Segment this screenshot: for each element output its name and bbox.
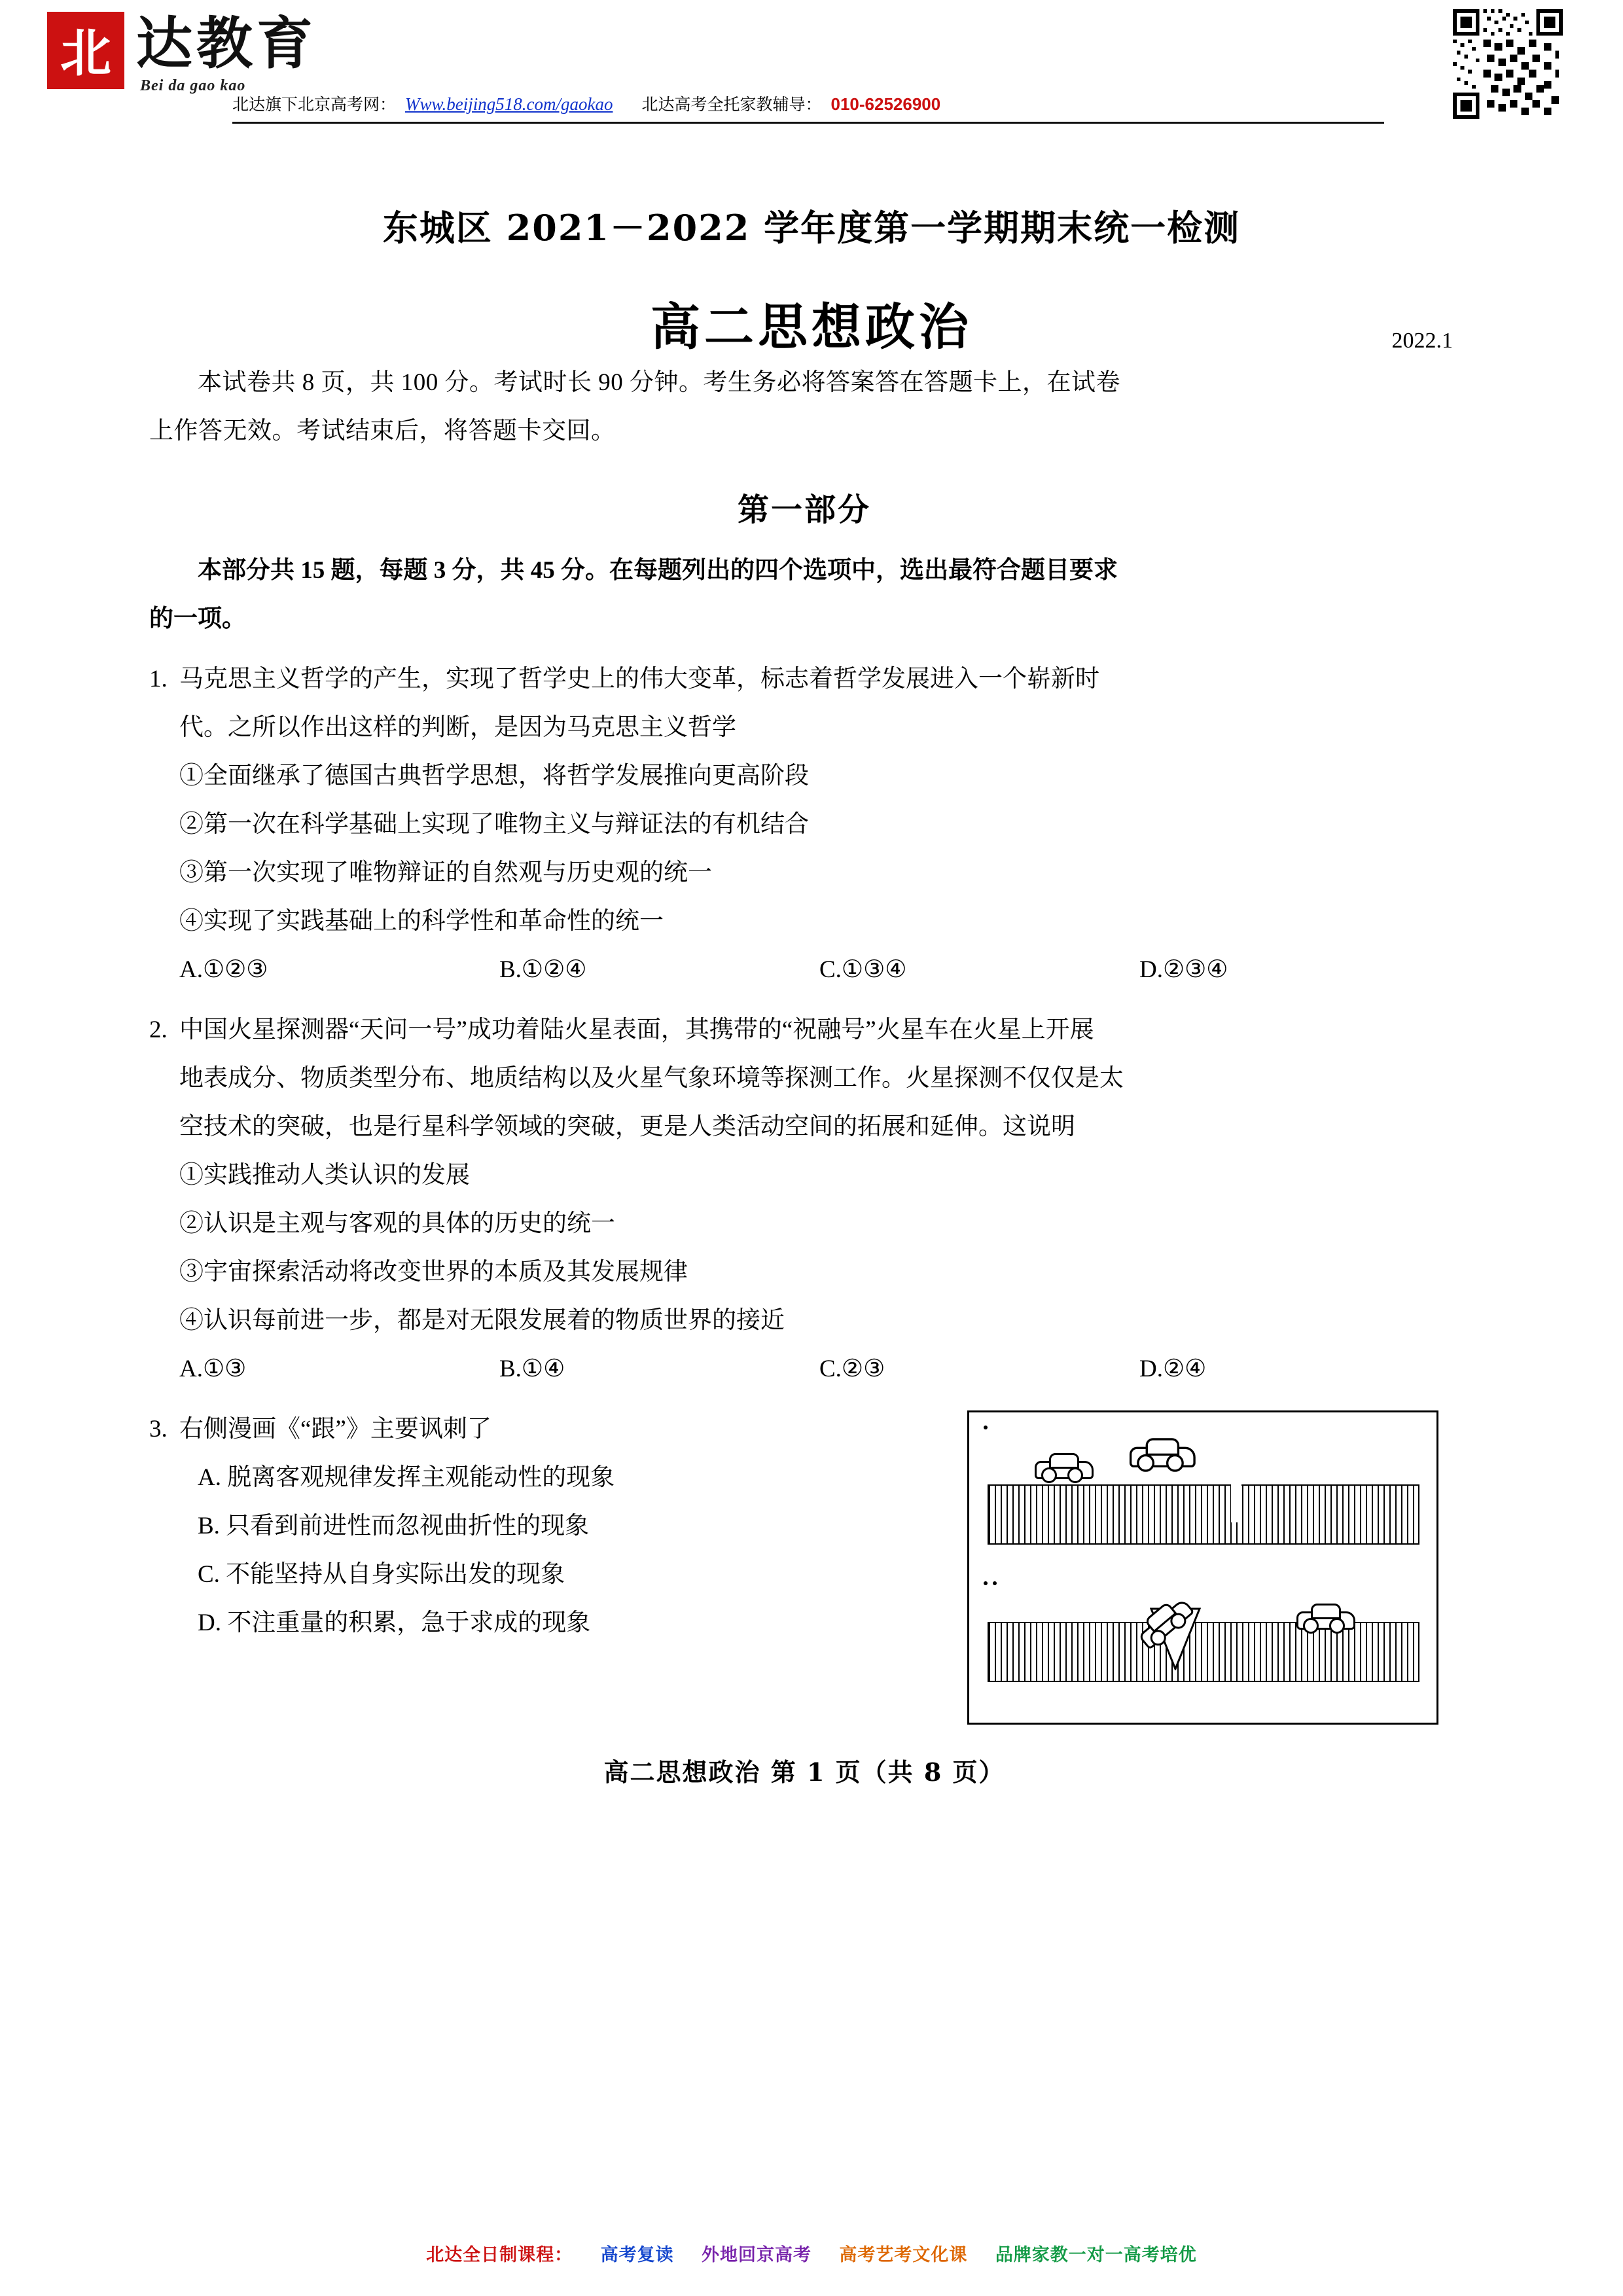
cartoon-car-2	[1130, 1438, 1191, 1472]
question-1-option-b[interactable]: B.①②④	[499, 956, 587, 983]
cartoon-car-4	[1296, 1604, 1351, 1634]
cartoon-dot-upper	[984, 1426, 988, 1429]
question-1-options	[149, 946, 1459, 994]
promo-footer	[0, 2240, 1623, 2266]
header-links	[232, 92, 1391, 115]
question-2-statement-2: ②认识是主观与客观的具体的历史的统一	[179, 1210, 615, 1237]
promo-item-3[interactable]: 高考艺考文化课	[839, 2245, 968, 2265]
promo-item-2[interactable]: 外地回京高考	[702, 2245, 812, 2265]
question-2-number: 2.	[149, 1016, 168, 1043]
instruction-line-2: 上作答无效。考试结束后，将答题卡交回。	[149, 418, 616, 444]
subject-title: 高二思想政治	[651, 298, 972, 356]
logo-pinyin: Bei da gao kao	[140, 77, 246, 94]
cartoon-car-1	[1035, 1453, 1090, 1483]
question-1	[149, 655, 1459, 994]
subject-row	[0, 287, 1623, 359]
question-2-stem-line-2: 地表成分、物质类型分布、地质结构以及火星气象环境等探测工作。火星探测不仅仅是太	[179, 1065, 1124, 1092]
phone-label: 北达高考全托家教辅导：	[641, 95, 822, 114]
question-1-stem-line-1	[149, 655, 1459, 704]
promo-item-4[interactable]: 品牌家教一对一高考培优	[995, 2245, 1197, 2265]
question-2-option-d[interactable]: D.②④	[1139, 1355, 1207, 1382]
exam-content	[0, 359, 1623, 1788]
question-1-statement-2: ②第一次在科学基础上实现了唯物主义与辩证法的有机结合	[179, 811, 809, 838]
question-1-stem-text-1: 马克思主义哲学的产生，实现了哲学史上的伟大变革，标志着哲学发展进入一个崭新时	[179, 666, 1099, 692]
page-header	[0, 0, 1623, 160]
qr-code-icon	[1453, 9, 1563, 119]
question-3	[149, 1405, 1459, 1725]
brand-logo	[47, 12, 317, 95]
question-2-options	[149, 1345, 1459, 1393]
question-3-number: 3.	[149, 1416, 168, 1443]
cartoon-dot-lower-2	[993, 1581, 997, 1585]
question-1-number: 1.	[149, 666, 168, 692]
question-3-option-c[interactable]: C. 不能坚持从自身实际出发的现象	[198, 1561, 565, 1588]
question-1-option-c[interactable]: C.①③④	[819, 956, 907, 983]
question-2-statement-1: ①实践推动人类认识的发展	[179, 1162, 470, 1189]
cartoon-gen-image	[967, 1410, 1438, 1725]
question-3-option-a[interactable]: A. 脱离客观规律发挥主观能动性的现象	[198, 1464, 615, 1491]
question-2-option-b[interactable]: B.①④	[499, 1355, 565, 1382]
question-2-stem-line-1	[149, 1006, 1459, 1054]
part-one-note-line-1: 本部分共 15 题，每题 3 分，共 45 分。在每题列出的四个选项中，选出最符合题目要求	[198, 557, 1118, 584]
instruction-line-1: 本试卷共 8 页，共 100 分。考试时长 90 分钟。考生务必将答案答在答题卡上，在试卷	[198, 369, 1120, 396]
header-link-row	[232, 92, 1391, 124]
question-1-option-a[interactable]: A.①②③	[179, 956, 268, 983]
site-label: 北达旗下北京高考网：	[232, 95, 397, 114]
question-1-option-d[interactable]: D.②③④	[1139, 956, 1228, 983]
exam-title: 东城区 2021－2022 学年度第一学期期末统一检测	[382, 207, 1241, 249]
question-1-stem-line-2: 代。之所以作出这样的判断，是因为马克思主义哲学	[179, 714, 736, 741]
question-2-stem-line-3: 空技术的突破，也是行星科学领域的突破，更是人类活动空间的拓展和延伸。这说明	[179, 1113, 1075, 1140]
header-divider	[232, 122, 1384, 124]
question-2-option-a[interactable]: A.①③	[179, 1355, 247, 1382]
question-1-statement-3: ③第一次实现了唯物辩证的自然观与历史观的统一	[179, 859, 712, 886]
question-3-option-d[interactable]: D. 不注重量的积累，急于求成的现象	[198, 1609, 591, 1636]
cartoon-road-gap	[1231, 1484, 1241, 1522]
question-2	[149, 1006, 1459, 1393]
question-2-stem-text-1: 中国火星探测器“天问一号”成功着陆火星表面，其携带的“祝融号”火星车在火星上开展	[179, 1016, 1094, 1043]
logo-chinese-name: 达教育	[136, 10, 317, 77]
phone-number: 010-62526900	[830, 94, 941, 114]
question-3-figure	[967, 1410, 1438, 1725]
question-3-option-b[interactable]: B. 只看到前进性而忽视曲折性的现象	[198, 1513, 590, 1539]
promo-item-1[interactable]: 高考复读	[600, 2245, 674, 2265]
page-footer-label: 高二思想政治 第 1 页（共 8 页）	[603, 1757, 1005, 1787]
part-one-note-line-2: 的一项。	[149, 605, 246, 632]
question-3-stem-text-1: 右侧漫画《“跟”》主要讽刺了	[179, 1416, 491, 1443]
question-3-text-block	[149, 1405, 948, 1647]
question-2-option-c[interactable]: C.②③	[819, 1355, 885, 1382]
question-2-statement-3: ③宇宙探索活动将改变世界的本质及其发展规律	[179, 1259, 688, 1285]
part-one-heading: 第一部分	[737, 492, 871, 528]
promo-label: 北达全日制课程：	[426, 2245, 573, 2265]
question-3-stem-line-1	[149, 1405, 948, 1454]
question-1-statement-1: ①全面继承了德国古典哲学思想，将哲学发展推向更高阶段	[179, 762, 809, 789]
cartoon-road-top	[988, 1484, 1419, 1545]
logo-stamp-icon: 北	[47, 12, 124, 89]
logo-wordmark	[136, 10, 317, 95]
site-url-link[interactable]: Www.beijing518.com/gaokao	[405, 94, 613, 114]
cartoon-dot-lower-1	[984, 1581, 988, 1585]
exam-date: 2022.1	[1391, 329, 1453, 353]
question-1-statement-4: ④实现了实践基础上的科学性和革命性的统一	[179, 908, 664, 935]
cartoon-road-bottom	[988, 1622, 1419, 1682]
question-2-statement-4: ④认识每前进一步，都是对无限发展着的物质世界的接近	[179, 1307, 785, 1334]
